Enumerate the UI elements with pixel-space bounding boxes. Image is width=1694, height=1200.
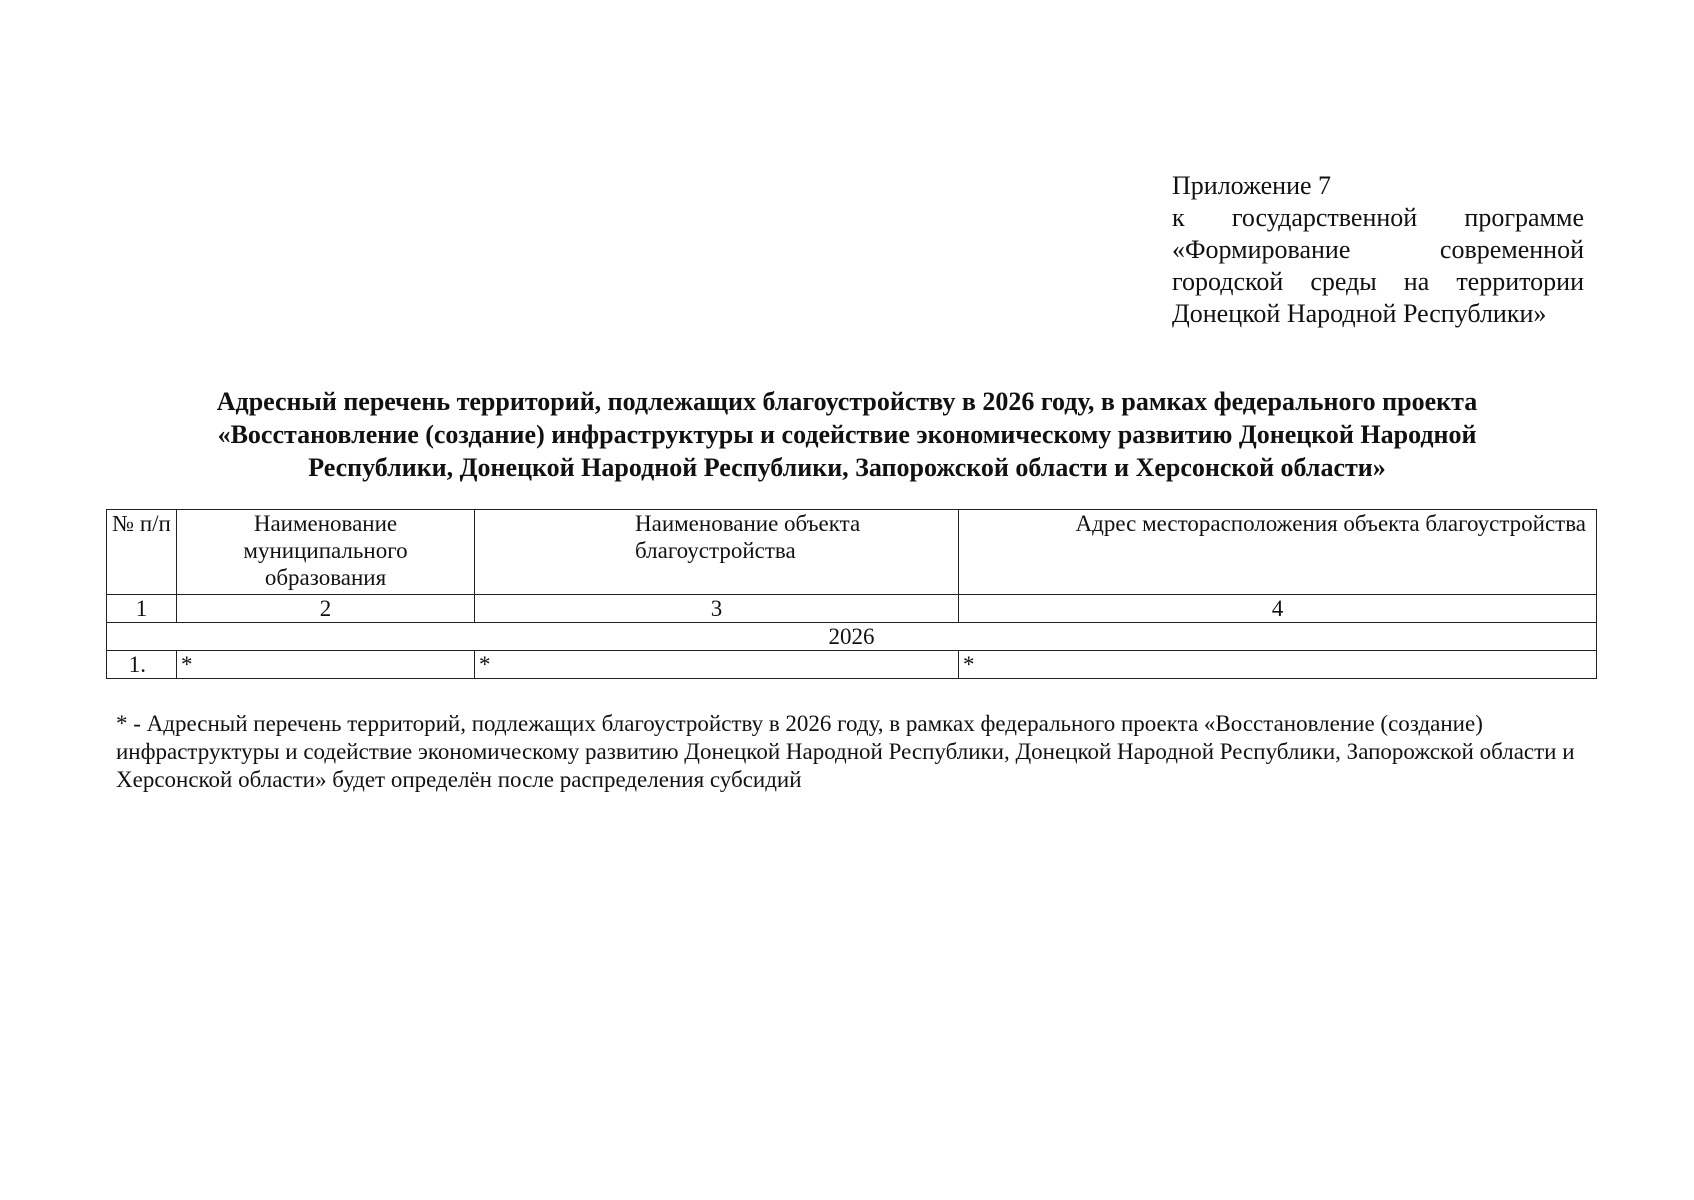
appendix-line: городской среды на территории <box>1172 267 1584 296</box>
year-cell: 2026 <box>107 623 1597 651</box>
row-object-name: * <box>475 651 959 679</box>
document-title <box>100 385 1594 484</box>
header-object-name: Наименование объекта благоустройства <box>475 510 959 595</box>
footnote: * - Адресный перечень территорий, подлежащих благоустройству в 2026 году, в рамках федерального проекта «Восстановление (создание) инфраструктуры и содействие экономическому развитию Донецкой Народной Республики, Донецкой Народной Республики, Запорожской области и Херсонской области» будет определён после распределения субсидий <box>116 711 1575 792</box>
header-municipality: Наименование муниципального образования <box>177 510 475 595</box>
title-line: Республики, Донецкой Народной Республики, Запорожской области и Херсонской области» <box>308 453 1386 482</box>
year-row <box>107 623 1597 651</box>
row-address: * <box>959 651 1597 679</box>
appendix-line: к государственной программе <box>1172 203 1584 232</box>
column-number: 2 <box>177 595 475 623</box>
header-address: Адрес месторасположения объекта благоустройства <box>959 510 1597 595</box>
title-line: Адресный перечень территорий, подлежащих благоустройству в 2026 году, в рамках федерального проекта <box>216 387 1478 416</box>
header-number: № п/п <box>107 510 177 595</box>
appendix-line: Донецкой Народной Республики» <box>1172 299 1547 328</box>
column-number: 1 <box>107 595 177 623</box>
column-number: 4 <box>959 595 1597 623</box>
column-number: 3 <box>475 595 959 623</box>
row-municipality: * <box>177 651 475 679</box>
table-header-row <box>107 510 1597 595</box>
column-number-row <box>107 595 1597 623</box>
title-line: «Восстановление (создание) инфраструктуры и содействие экономическому развитию Донецкой Народной <box>217 420 1477 449</box>
address-list-table <box>106 509 1597 679</box>
row-number: 1. <box>107 651 177 679</box>
appendix-line: «Формирование современной <box>1172 235 1584 264</box>
table-row <box>107 651 1597 679</box>
appendix-block <box>1172 170 1584 330</box>
appendix-line: Приложение 7 <box>1172 171 1332 200</box>
